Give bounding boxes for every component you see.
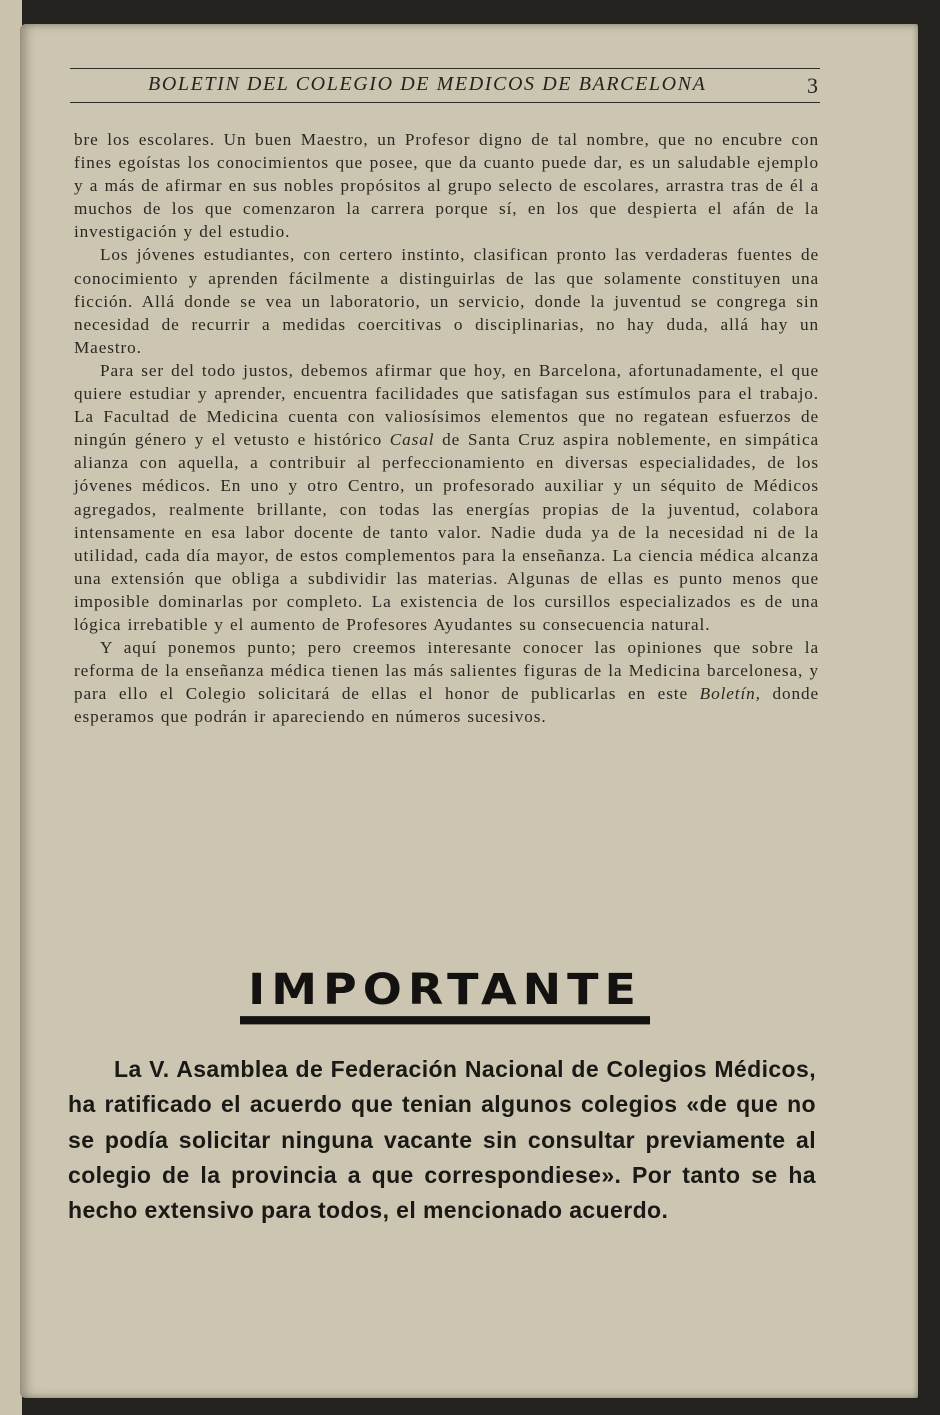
boletin-emphasis: Boletín, [699, 684, 761, 704]
paragraph-1: bre los escolares. Un buen Maestro, un Profesor digno de tal nombre, que no encubre con fines egoístas los conocimientos que posee, que da cuanto puede dar, es un saludable ejemplo y a más de afirmar en sus nobles propósitos al grupo selecto de escolares, arrastra tras de él a muchos de los que comenzaron la carrera porque sí, en los que despierta el afán de la investigación y del estudio. [74, 130, 819, 242]
paragraph-2: Los jóvenes estudiantes, con certero instinto, clasifican pronto las verdaderas fuentes de conocimiento y aprenden fácilmente a distinguirlas de las que solamente constituyen una ficción. Allá donde se vea un laboratorio, un servicio, donde la juventud se congrega sin necesidad de recurrir a medidas coercitivas o disciplinarias, no hay duda, allá hay un Maestro. [74, 245, 819, 357]
header-rule-bottom [70, 102, 820, 103]
paragraph-3-part-b: de Santa Cruz aspira noblemente, en simpática alianza con aquella, a contribuir al perfeccionamiento en diversas especialidades, de los jóvenes médicos. En uno y otro Centro, un profesorado auxiliar y un séquito de Médicos agregados, realmente brillante, con todas las energías propias de la juventud, colabora intensamente en esa labor docente de tanto valor. Nadie duda ya de la necesidad ni de la utilidad, cada día mayor, de estos complementos para la enseñanza. La ciencia médica alcanza una extensión que obliga a subdividir las materias. Algunas de ellas es punto menos que imposible dominarlas por completo. La existencia de los cursillos especializados es de una lógica irrebatible y el aumento de Profesores Ayudantes su consecuencia natural. [74, 430, 819, 634]
article-body [74, 128, 819, 728]
notice-text: La V. Asamblea de Federación Nacional de Colegios Médicos, ha ratificado el acuerdo que tenian algunos colegios «de que no se podía solicitar ninguna vacante sin consultar previamente al colegio de la provincia a que correspondiese». Por tanto se ha hecho extensivo para todos, el mencionado acuerdo. [68, 1056, 816, 1224]
paragraph-4 [74, 636, 819, 728]
notice-heading-block [70, 962, 820, 1027]
header-rule-top [70, 68, 820, 69]
paragraph-4-part-a: Y aquí ponemos punto; pero creemos interesante conocer las opiniones que sobre la reforma de la enseñanza médica tienen las más salientes figuras de la Medicina barcelonesa, y para ello el Colegio solicitará de ellas el honor de publicarlas en este [74, 638, 819, 704]
running-title: BOLETIN DEL COLEGIO DE MEDICOS DE BARCELONA [148, 73, 707, 95]
casal-emphasis: Casal [389, 430, 435, 450]
paragraph-4-part-b: donde esperamos que podrán ir apareciendo en números sucesivos. [74, 684, 819, 727]
notice-body [68, 1052, 816, 1228]
previous-page-edge [0, 0, 22, 1415]
page-number: 3 [807, 73, 818, 98]
running-header [70, 68, 820, 124]
notice-heading: IMPORTANTE [240, 965, 650, 1025]
paragraph-3-part-a: Para ser del todo justos, debemos afirmar que hoy, en Barcelona, afortunadamente, el que quiere estudiar y aprender, encuentra facilidades que satisfagan sus estímulos para el trabajo. La Facultad de Medicina cuenta con valiosísimos elementos que no regatean esfuerzos de ningún género y el vetusto e histórico [74, 360, 819, 450]
paragraph-3 [74, 359, 819, 636]
